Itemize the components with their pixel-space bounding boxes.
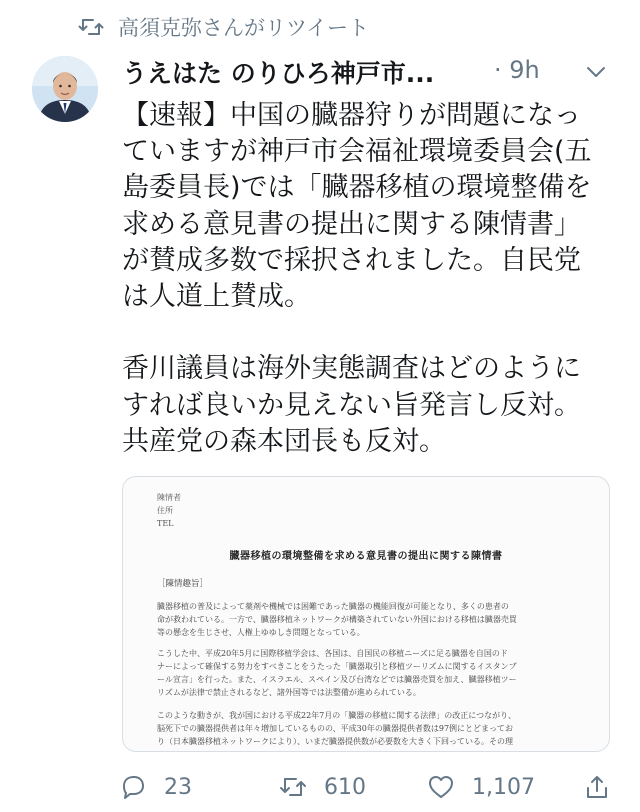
meta-line: 陳情者 xyxy=(157,493,181,502)
like-count: 1,107 xyxy=(472,774,535,800)
reply-count: 23 xyxy=(164,774,192,800)
document-paragraph xyxy=(157,709,587,748)
retweet-icon xyxy=(278,772,308,802)
meta-line: 住所 xyxy=(157,506,173,515)
tweet-timestamp[interactable] xyxy=(494,56,540,84)
retweet-context[interactable] xyxy=(78,12,369,42)
document-line: 脳死下での臓器提供者は年々増加しているものの、平成30年の臓器提供者数は97例にとどまってお xyxy=(157,724,514,733)
retweet-count: 610 xyxy=(324,774,366,800)
document-meta xyxy=(157,491,181,530)
author-name[interactable]: うえはた のりひろ神戸市... xyxy=(122,59,435,88)
attached-image[interactable] xyxy=(122,476,610,752)
retweet-icon xyxy=(78,16,104,38)
document-line: ール宣言」を行った。また、イスラエル、スペイン及び台湾などでは臓器売買を加え、臓器移植ツー xyxy=(157,675,517,684)
document-line: こうした中、平成20年5月に国際移植学会は、各国は、自国民の移植ニーズに足る臓器を自国のド xyxy=(157,649,508,658)
tweet-text-line: 共産党の森本団長も反対。 xyxy=(122,425,446,457)
tweet-text xyxy=(122,98,622,460)
tweet-text-line: 【速報】中国の臓器狩りが問題になっ xyxy=(122,100,581,131)
tweet-text-line: ていますが神戸市会福祉環境委員会(五 xyxy=(122,136,592,168)
petition-document xyxy=(123,477,609,751)
tweet-actions xyxy=(112,772,632,812)
retweet-button[interactable] xyxy=(278,772,366,802)
meta-line: TEL xyxy=(157,519,174,528)
avatar[interactable] xyxy=(32,56,98,122)
tweet-text-line: が賛成多数で採択されました。自民党 xyxy=(122,244,581,276)
document-line: 臓器移植の普及によって薬剤や機械では困難であった臓器の機能回復が可能となり、多くの患者の xyxy=(157,602,509,611)
tweet-text-line: 求める意見書の提出に関する陳情書」 xyxy=(122,208,581,240)
paragraph-gap xyxy=(122,315,622,351)
heart-icon xyxy=(426,772,456,802)
tweet-text-line: 香川議員は海外実態調査はどのように xyxy=(122,353,581,385)
avatar-image xyxy=(32,56,98,122)
retweeted-by-text: 高須克弥さんがリツイート xyxy=(118,16,369,40)
tweet-text-line: 島委員長)では「臓器移植の環境整備を xyxy=(122,172,592,204)
document-section-label: ［陳情趣旨］ xyxy=(157,579,209,589)
document-title: 臓器移植の環境整備を求める意見書の提出に関する陳情書 xyxy=(229,551,503,562)
share-button[interactable] xyxy=(582,772,612,802)
document-line: リズムが法律で禁止されるなど、諸外国等では法整備が進められている。 xyxy=(157,688,421,697)
like-button[interactable] xyxy=(426,772,535,802)
document-line: 等の懸念を生じさせ、人権上ゆゆしき問題となっている。 xyxy=(157,628,365,637)
document-line: 命が救われている。一方で、臓器移植ネットワークが構築されていない外国における移植は臓器売買 xyxy=(157,615,517,624)
tweet-header xyxy=(122,54,622,90)
document-line: り（日本臓器移植ネットワークにより）、いまだ臓器提供数が必要数を大きく下回っている。その理 xyxy=(157,737,513,746)
share-icon xyxy=(582,772,612,802)
document-paragraph xyxy=(157,600,587,639)
time-value: 9h xyxy=(509,56,540,84)
document-paragraph xyxy=(157,647,587,699)
reply-icon xyxy=(118,772,148,802)
chevron-down-icon[interactable] xyxy=(584,62,608,82)
document-line: ナーによって確保する努力をすべきことをうたった「臓器取引と移植ツーリズムに関するイスタンブ xyxy=(157,662,517,671)
reply-button[interactable] xyxy=(118,772,192,802)
time-separator: · xyxy=(494,56,502,84)
document-line: このような動きが、我が国における平成22年7月の「臓器の移植に関する法律」の改正につながり、 xyxy=(157,711,517,720)
tweet-text-line: は人道上賛成。 xyxy=(122,281,311,313)
tweet-text-line: すれば良いか見えない旨発言し反対。 xyxy=(122,389,581,421)
